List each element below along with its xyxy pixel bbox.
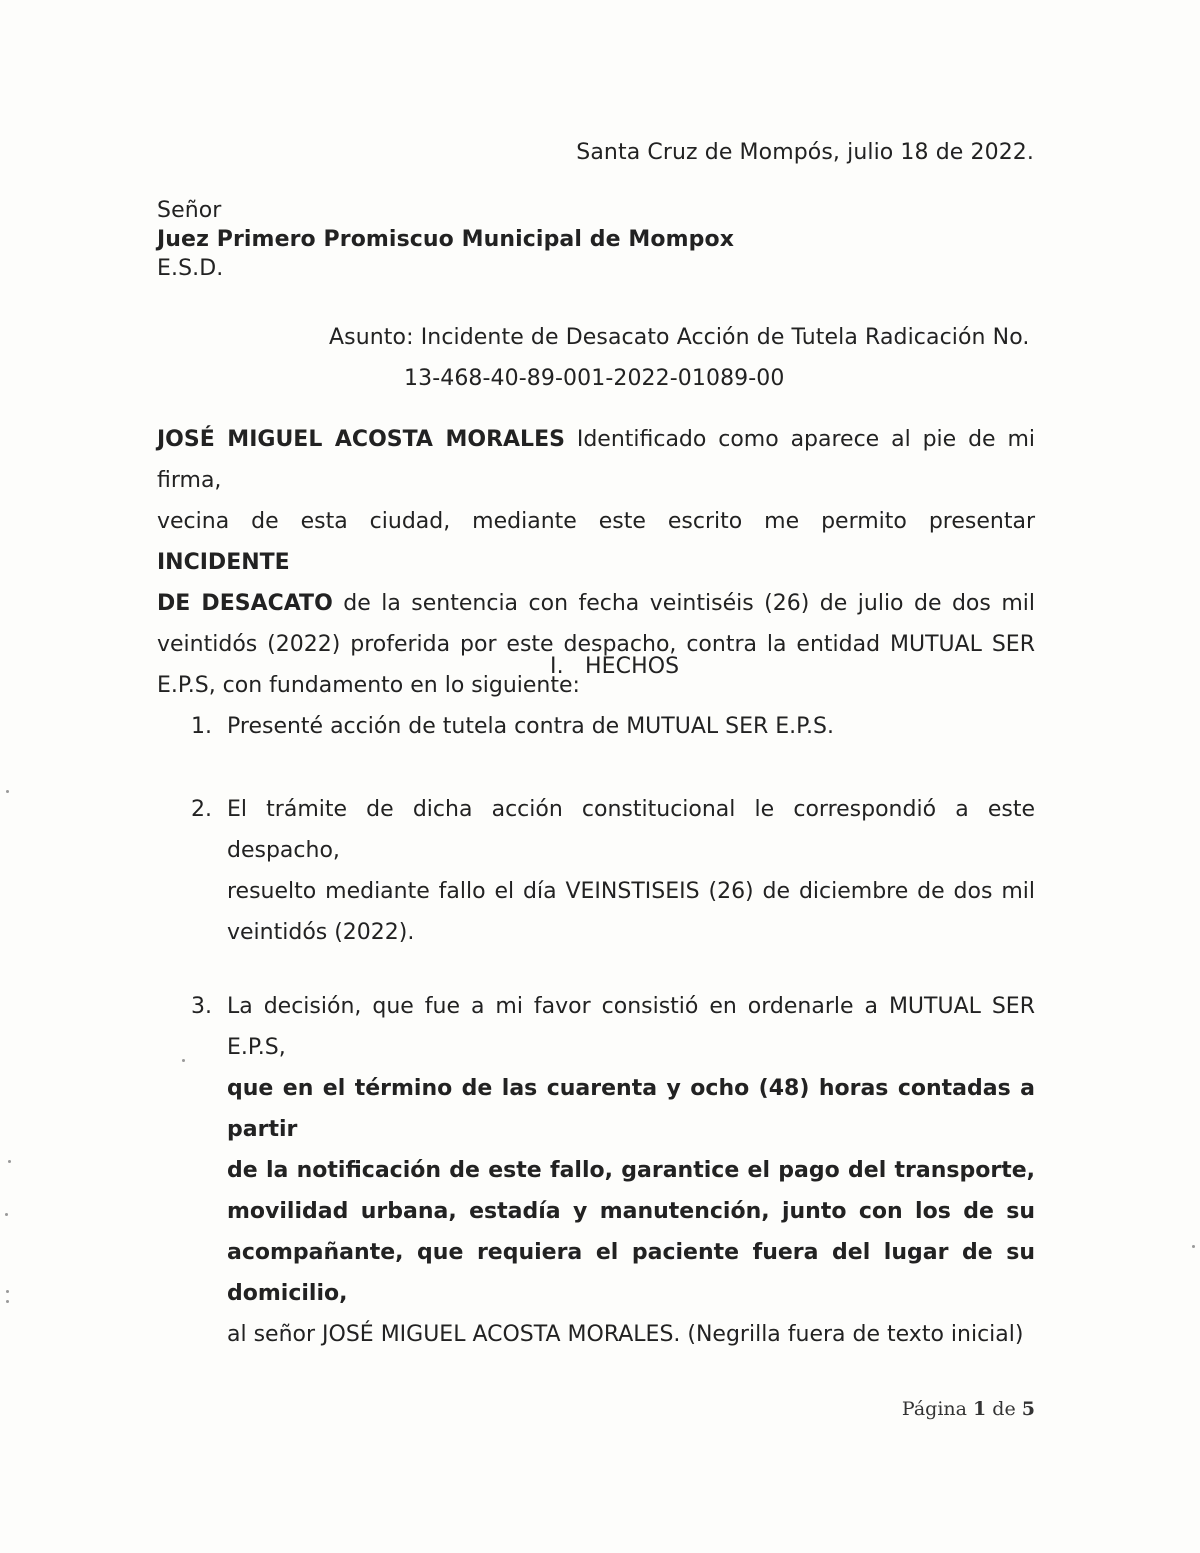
item-3-number: 3. <box>191 994 212 1019</box>
intro-line-1-rest: Identificado como aparece al pie de mi firma, <box>157 427 1035 493</box>
page-of-word: de <box>992 1398 1016 1420</box>
intro-line-4: veintidós (2022) proferida por este despacho, contra la entidad MUTUAL SER <box>157 632 1035 657</box>
scan-speck <box>5 1213 8 1216</box>
item-3-text <box>227 986 1035 1355</box>
item-3-line-1: La decisión, que fue a mi favor consistió en ordenarle a MUTUAL SER E.P.S, <box>227 994 1035 1060</box>
scan-speck <box>8 1160 11 1163</box>
item-1-number: 1. <box>191 714 212 739</box>
date-line: Santa Cruz de Mompós, julio 18 de 2022. <box>576 140 1034 165</box>
subject-line-1: Asunto: Incidente de Desacato Acción de Tutela Radicación No. <box>329 325 1030 350</box>
item-3-line-6: al señor JOSÉ MIGUEL ACOSTA MORALES. (Negrilla fuera de texto inicial) <box>227 1322 1024 1347</box>
item-3-line-5: acompañante, que requiera el paciente fuera del lugar de su domicilio, <box>227 1240 1035 1306</box>
page-current: 1 <box>973 1398 987 1420</box>
intro-line-3-bold: DE DESACATO <box>157 591 333 616</box>
item-2-line-2: resuelto mediante fallo el día VEINSTISEIS (26) de diciembre de dos mil <box>227 879 1035 904</box>
intro-name: JOSÉ MIGUEL ACOSTA MORALES <box>157 427 565 452</box>
item-3-line-4: movilidad urbana, estadía y manutención, junto con los de su <box>227 1199 1035 1224</box>
item-2-line-3: veintidós (2022). <box>227 920 415 945</box>
item-1-line-1: Presenté acción de tutela contra de MUTUAL SER E.P.S. <box>227 714 834 739</box>
item-3-line-2: que en el término de las cuarenta y ocho (48) horas contadas a partir <box>227 1076 1035 1142</box>
addressee-esd: E.S.D. <box>157 256 224 281</box>
addressee-title: Juez Primero Promiscuo Municipal de Mompox <box>157 227 734 252</box>
scan-speck <box>6 1290 9 1293</box>
item-2-number: 2. <box>191 797 212 822</box>
intro-line-2-bold: INCIDENTE <box>157 550 290 575</box>
intro-line-3-rest: de la sentencia con fecha veintiséis (26) de julio de dos mil <box>332 591 1035 616</box>
addressee-salutation: Señor <box>157 198 222 223</box>
intro-line-5: E.P.S, con fundamento en lo siguiente: <box>157 673 580 698</box>
item-3-line-3: de la notificación de este fallo, garantice el pago del transporte, <box>227 1158 1035 1183</box>
scan-speck <box>182 1059 185 1062</box>
page-total: 5 <box>1021 1398 1035 1420</box>
item-2-line-1: El trámite de dicha acción constitucional le correspondió a este despacho, <box>227 797 1035 863</box>
scan-speck <box>1192 1245 1195 1248</box>
item-2-text <box>227 789 1035 953</box>
page-word: Página <box>901 1398 967 1420</box>
page-number-footer <box>902 1398 1035 1420</box>
subject-line-2: 13-468-40-89-001-2022-01089-00 <box>404 366 785 391</box>
scan-speck <box>6 1300 9 1303</box>
item-1-text <box>227 706 1035 747</box>
scan-speck <box>6 790 9 793</box>
intro-line-2-pre: vecina de esta ciudad, mediante este escrito me permito presentar <box>157 509 1035 534</box>
section-heading-hechos: I. HECHOS <box>550 654 680 679</box>
